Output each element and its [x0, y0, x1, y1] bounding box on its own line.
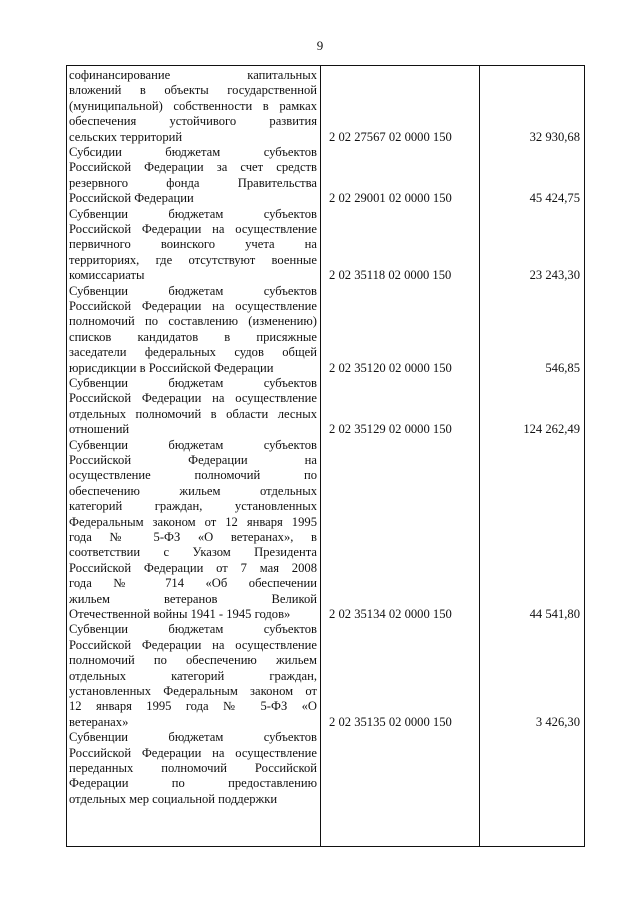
description-line: вложений в объекты государственной	[69, 83, 317, 98]
row-amount: 45 424,75	[529, 191, 580, 206]
row-amount: 546,85	[545, 360, 580, 375]
table-row	[67, 622, 586, 730]
description-line: Российской Федерации на осуществление	[69, 745, 317, 760]
table-row	[67, 730, 586, 807]
description-line: Субвенции бюджетам субъектов	[69, 283, 317, 298]
row-amount: 3 426,30	[535, 714, 580, 729]
description-line: полномочий по обеспечению жильем	[69, 653, 317, 668]
description-line: отдельных категорий граждан,	[69, 668, 317, 683]
description-line: переданных полномочий Российской	[69, 761, 317, 775]
row-code: 2 02 35120 02 0000 150	[329, 360, 452, 375]
description-line: Российской Федерации на	[69, 453, 317, 467]
description-line: Субвенции бюджетам субъектов	[69, 730, 317, 745]
description-line: Российской Федерации	[69, 191, 194, 206]
description-line: Российской Федерации от 7 мая 2008	[69, 560, 317, 575]
description-line: осуществление полномочий по	[69, 468, 317, 483]
description-line: установленных Федеральным законом от	[69, 684, 317, 699]
row-amount: 44 541,80	[529, 606, 580, 621]
description-line: первичного воинского учета на	[69, 237, 317, 252]
description-line: отношений	[69, 422, 130, 437]
description-line: Российской Федерации на осуществление	[69, 391, 317, 406]
table-row	[67, 207, 586, 284]
row-code: 2 02 29001 02 0000 150	[329, 191, 452, 206]
row-code: 2 02 35118 02 0000 150	[329, 268, 452, 283]
description-line: резервного фонда Правительства	[69, 175, 317, 190]
row-description	[69, 376, 317, 438]
description-line: Субвенции бюджетам субъектов	[69, 376, 317, 390]
description-line: списков кандидатов в присяжные	[69, 329, 317, 344]
description-line: отдельных мер социальной поддержки	[69, 791, 278, 806]
row-code: 2 02 35129 02 0000 150	[329, 422, 452, 437]
row-code: 2 02 35134 02 0000 150	[329, 606, 452, 621]
description-line: Отечественной войны 1941 - 1945 годов»	[69, 607, 291, 622]
description-line: обеспечения устойчивого развития	[69, 114, 317, 129]
row-description	[69, 284, 317, 376]
description-line: Субсидии бюджетам субъектов	[69, 145, 317, 159]
description-line: ветеранах»	[69, 714, 129, 729]
row-amount: 32 930,68	[529, 129, 580, 144]
table-row	[67, 284, 586, 376]
description-line: Федеральным законом от 12 января 1995	[69, 514, 317, 529]
table-row	[67, 438, 586, 623]
description-line: соответствии с Указом Президента	[69, 545, 317, 560]
table-row	[67, 376, 586, 438]
description-line: 12 января 1995 года № 5-ФЗ «О	[69, 699, 317, 714]
description-line: Субвенции бюджетам субъектов	[69, 622, 317, 637]
row-description	[69, 207, 317, 284]
description-line: юрисдикции в Российской Федерации	[69, 360, 274, 375]
description-line: Российской Федерации на осуществление	[69, 222, 317, 236]
description-line: года № 5-ФЗ «О ветеранах», в	[69, 530, 317, 545]
row-description	[69, 145, 317, 207]
description-line: Российской Федерации за счет средств	[69, 160, 317, 175]
description-line: обеспечению жильем отдельных	[69, 483, 317, 498]
description-line: территориях, где отсутствуют военные	[69, 252, 317, 267]
description-line: полномочий по составлению (изменению)	[69, 314, 317, 329]
description-line: Российской Федерации на осуществление	[69, 637, 317, 652]
description-line: категорий граждан, установленных	[69, 499, 317, 514]
description-line: Субвенции бюджетам субъектов	[69, 437, 317, 452]
description-line: сельских территорий	[69, 129, 183, 144]
description-line: заседатели федеральных судов общей	[69, 345, 317, 360]
description-line: Субвенции бюджетам субъектов	[69, 206, 317, 221]
description-line: комиссариаты	[69, 268, 145, 283]
row-code: 2 02 27567 02 0000 150	[329, 129, 452, 144]
row-description	[69, 730, 317, 807]
description-line: Федерации по предоставлению	[69, 776, 317, 791]
row-amount: 124 262,49	[523, 422, 580, 437]
description-line: Российской Федерации на осуществление	[69, 299, 317, 313]
description-line: года № 714 «Об обеспечении	[69, 576, 317, 591]
row-amount: 23 243,30	[529, 268, 580, 283]
table-row	[67, 68, 586, 145]
page-number: 9	[316, 38, 324, 53]
description-line: (муниципальной) собственности в рамках	[69, 98, 317, 113]
row-description	[69, 438, 317, 623]
description-line: софинансирование капитальных	[69, 68, 317, 82]
description-line: отдельных полномочий в области лесных	[69, 406, 317, 421]
budget-table	[66, 65, 585, 847]
table-row	[67, 145, 586, 207]
row-description	[69, 622, 317, 730]
description-line: жильем ветеранов Великой	[69, 591, 317, 606]
row-description	[69, 68, 317, 145]
row-code: 2 02 35135 02 0000 150	[329, 714, 452, 729]
